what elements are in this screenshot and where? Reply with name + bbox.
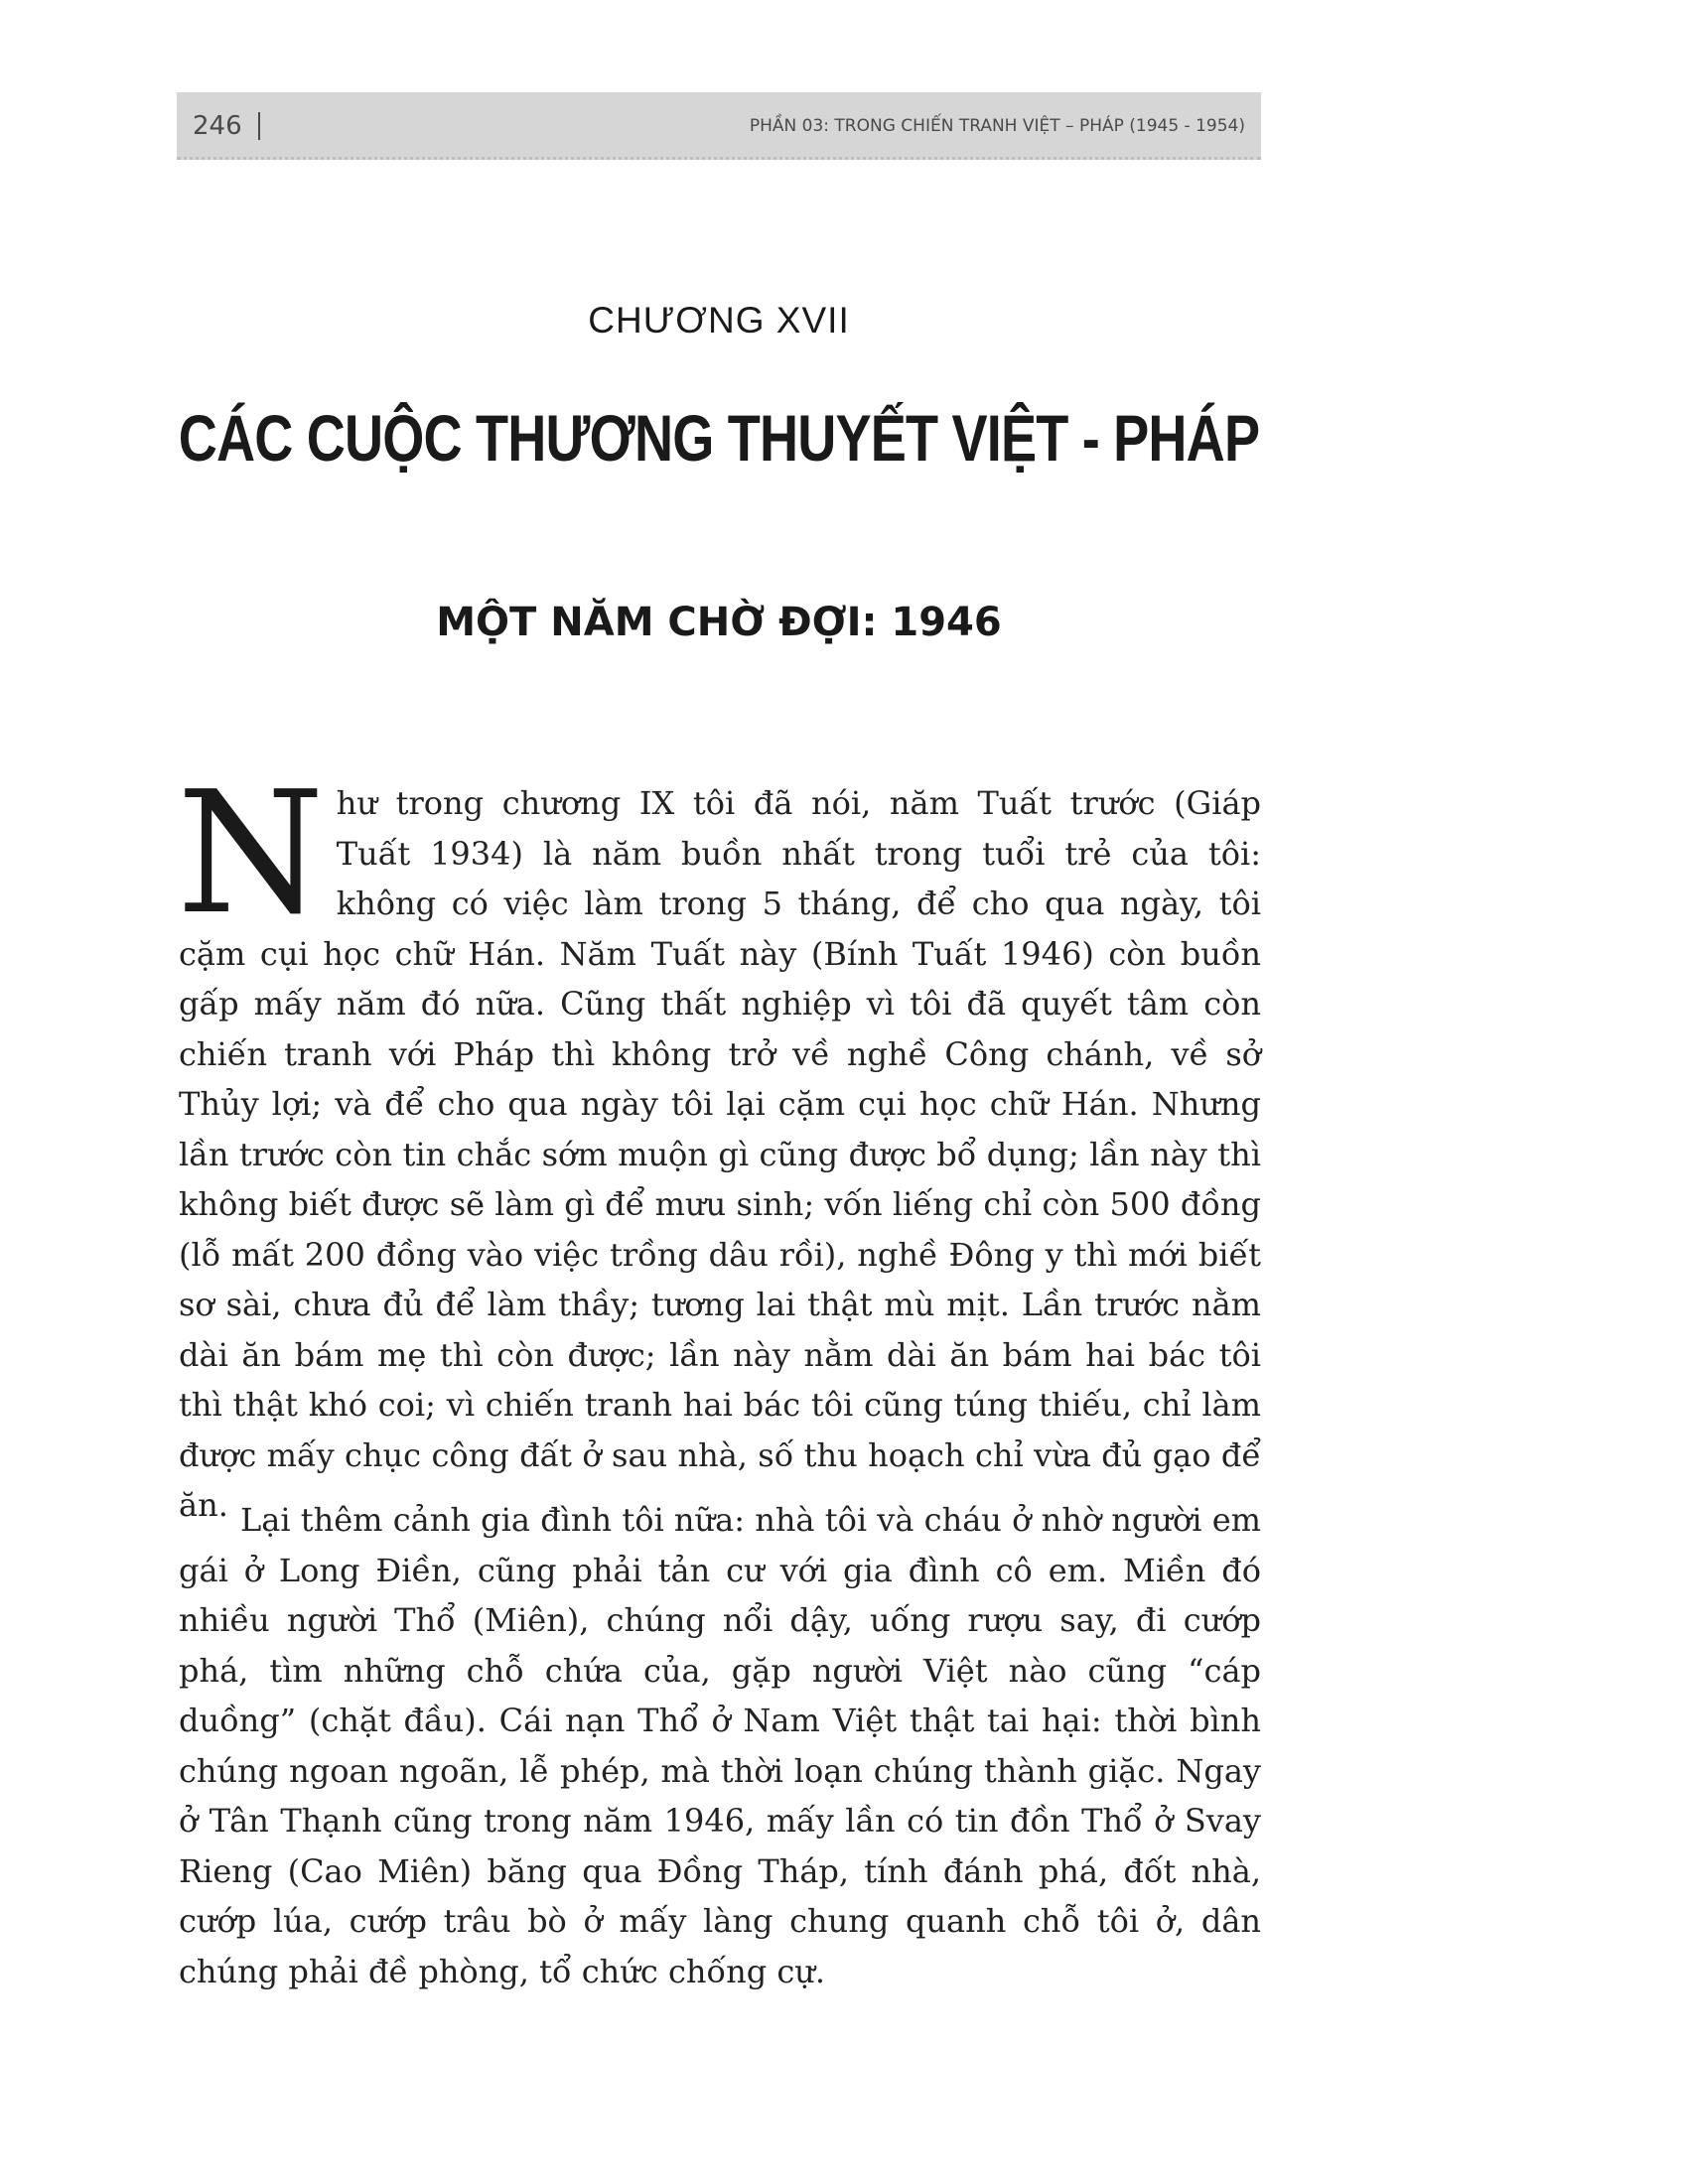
body-paragraph-2: [179, 1495, 1261, 1996]
chapter-label: CHƯƠNG XVII: [588, 300, 850, 341]
body-paragraph-1: [177, 755, 1261, 1531]
paragraph-2-text: Lại thêm cảnh gia đình tôi nữa: nhà tôi và cháu ở nhờ người em gái ở Long Điền, cũng phải tản cư với gia đình cô em. Miền đó nhiều người Thổ (Miên), chúng nổi dậy, uống rượu say, đi cướp phá, tìm những chỗ chứa của, gặp người Việt nào cũng “cáp duồng” (chặt đầu). Cái nạn Thổ ở Nam Việt thật tai hại: thời bình chúng ngoan ngoãn, lễ phép, mà thời loạn chúng thành giặc. Ngay ở Tân Thạnh cũng trong năm 1946, mấy lần có tin đồn Thổ ở Svay Rieng (Cao Miên) băng qua Đồng Tháp, tính đánh phá, đốt nhà, cướp lúa, cướp trâu bò ở mấy làng chung quanh chỗ tôi ở, dân chúng phải đề phòng, tổ chức chống cự.: [179, 1501, 1261, 1990]
drop-cap: N: [177, 755, 325, 952]
section-title: PHẦN 03: TRONG CHIẾN TRANH VIỆT – PHÁP (1945 - 1954): [749, 116, 1245, 136]
running-header: [177, 92, 1261, 160]
chapter-subtitle: MỘT NĂM CHỜ ĐỢI: 1946: [436, 600, 1002, 645]
paragraph-1-text: hư trong chương IX tôi đã nói, năm Tuất trước (Giáp Tuất 1934) là năm buồn nhất trong tuổi trẻ của tôi: không có việc làm trong 5 tháng, để cho qua ngày, tôi cặm cụi học chữ Hán. Năm Tuất này (Bính Tuất 1946) còn buồn gấp mấy năm đó nữa. Cũng thất nghiệp vì tôi đã quyết tâm còn chiến tranh với Pháp thì không trở về nghề Công chánh, về sở Thủy lợi; và để cho qua ngày tôi lại cặm cụi học chữ Hán. Nhưng lần trước còn tin chắc sớm muộn gì cũng được bổ dụng; lần này thì không biết được sẽ làm gì để mưu sinh; vốn liếng chỉ còn 500 đồng (lỗ mất 200 đồng vào việc trồng dâu rồi), nghề Đông y thì mới biết sơ sài, chưa đủ để làm thầy; tương lai thật mù mịt. Lần trước nằm dài ăn bám mẹ thì còn được; lần này nằm dài ăn bám hai bác tôi thì thật khó coi; vì chiến tranh hai bác tôi cũng túng thiếu, chỉ làm được mấy chục công đất ở sau nhà, số thu hoạch chỉ vừa đủ gạo để ăn.: [179, 784, 1261, 1524]
chapter-title: CÁC CUỘC THƯƠNG THUYẾT VIỆT - PHÁP: [178, 401, 1260, 475]
page-number: 246: [193, 111, 242, 141]
header-separator: [258, 112, 260, 140]
